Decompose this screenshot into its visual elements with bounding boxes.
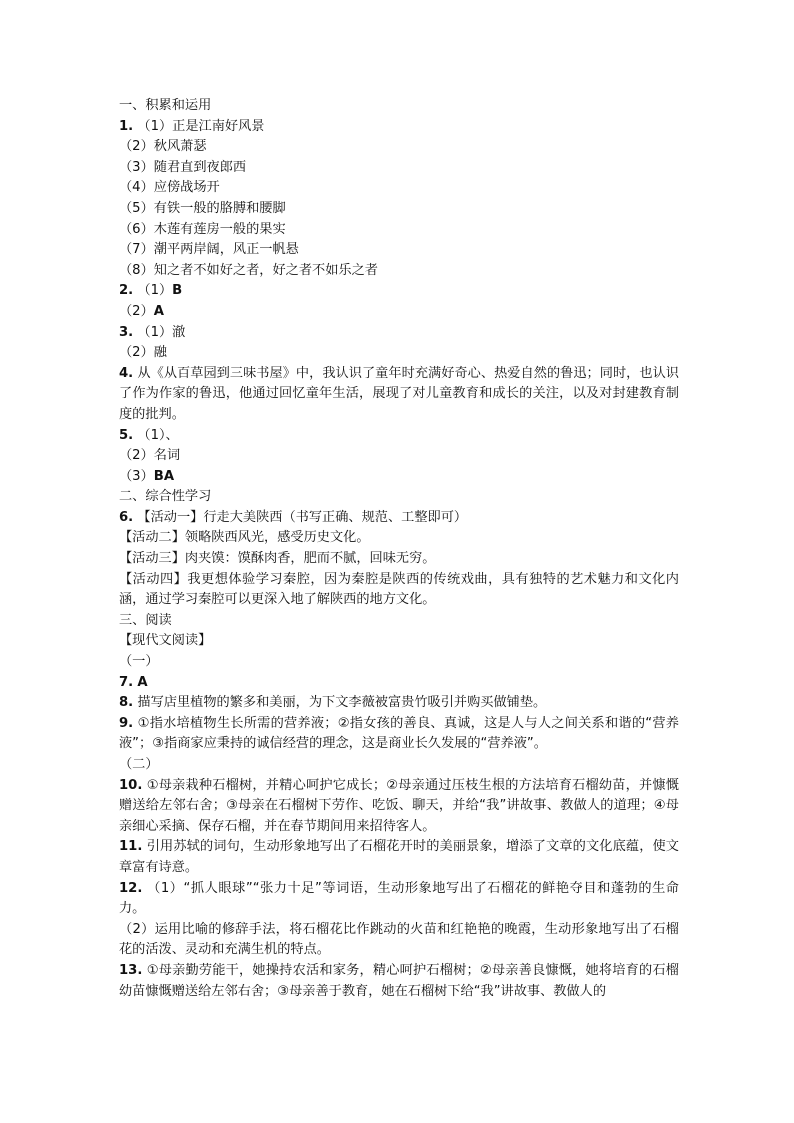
- q5-answer-3: BA: [153, 468, 175, 484]
- modern-reading-heading: 【现代文阅读】: [119, 633, 212, 649]
- q1-answer-2: （2）秋风萧瑟: [119, 139, 207, 155]
- q6-line-1: [119, 508, 679, 529]
- q1-answer-7: （7）潮平两岸阔，风正一帆悬: [119, 242, 299, 258]
- q8-answer: 描写店里植物的繁多和美丽，为下文李薇被富贵竹吸引并购买做铺垫。: [137, 695, 547, 711]
- question-number-11: 11.: [119, 839, 143, 855]
- question-number-7: 7.: [119, 674, 134, 690]
- section-heading-3: 三、阅读: [119, 612, 172, 628]
- q13-answer: ①母亲勤劳能干，她操持农活和家务，精心呵护石榴树；②母亲善良慷慨，她将培育的石榴幼苗慷慨赠送给左邻右舍；③母亲善于教育，她在石榴树下给“我”讲故事、教做人的: [119, 962, 679, 999]
- q6-activity-4: 【活动四】我更想体验学习秦腔，因为秦腔是陕西的传统戏曲，具有独特的艺术魅力和文化内涵，通过学习秦腔可以更深入地了解陕西的地方文化。: [119, 571, 679, 608]
- q7-answer: A: [137, 674, 148, 690]
- q12-answer-2: （2）运用比喻的修辞手法，将石榴花比作跳动的火苗和红艳艳的晚霞，生动形象地写出了石榴花的活泼、灵动和充满生机的特点。: [119, 921, 679, 958]
- section-heading-1: 一、积累和运用: [119, 98, 212, 113]
- q11-paragraph: [119, 837, 679, 878]
- q1-answer-8: （8）知之者不如好之者，好之者不如乐之者: [119, 262, 378, 278]
- q10-paragraph: [119, 776, 679, 838]
- q7-line: [119, 673, 679, 694]
- answer-document: [119, 96, 679, 1002]
- q2-line-1: [119, 281, 679, 302]
- q2-sub-2: （2）: [119, 303, 154, 319]
- q4-paragraph: [119, 364, 679, 426]
- q1-answer-4: （4）应傍战场开: [119, 180, 220, 196]
- q3-answer-2: （2）融: [119, 345, 167, 361]
- question-number-13: 13.: [119, 962, 143, 978]
- question-number-9: 9.: [119, 715, 134, 731]
- q4-answer: 从《从百草园到三味书屋》中，我认识了童年时充满好奇心、热爱自然的鲁迅；同时，也认识了作为作家的鲁迅，他通过回忆童年生活，展现了对儿童教育和成长的关注，以及对封建教育制度的批判。: [119, 365, 679, 422]
- q1-answer-1: （1）正是江南好风景: [137, 118, 265, 134]
- question-number-10: 10.: [119, 777, 143, 793]
- q9-paragraph: [119, 714, 679, 755]
- question-number-2: 2.: [119, 283, 134, 299]
- q11-answer: 引用苏轼的词句，生动形象地写出了石榴花开时的美丽景象，增添了文章的文化底蕴，使文章富有诗意。: [119, 839, 679, 875]
- q2-answer-2: A: [153, 303, 164, 319]
- section-heading-2: 二、综合性学习: [119, 489, 212, 505]
- q12-answer-1: （1）“抓人眼球”“张力十足”等词语，生动形象地写出了石榴花的鲜艳夺目和蓬勃的生命力。: [119, 880, 679, 917]
- question-number-12: 12.: [119, 880, 143, 896]
- q5-sub-3: （3）: [119, 468, 154, 484]
- q6-activity-2: 【活动二】领略陕西风光，感受历史文化。: [119, 530, 370, 546]
- q1-answer-6: （6）木莲有莲房一般的果实: [119, 221, 286, 237]
- q2-sub-1: （1）: [137, 283, 173, 299]
- q5-line-3: [119, 467, 679, 488]
- q1-line-1: [119, 117, 679, 138]
- q5-answer-1: （1）、: [137, 427, 179, 443]
- question-number-1: 1.: [119, 118, 134, 134]
- q1-answer-5: （5）有铁一般的胳膊和腰脚: [119, 200, 286, 216]
- part-1-heading: （一）: [119, 654, 159, 670]
- q2-answer-1: B: [172, 283, 183, 299]
- q3-answer-1: （1）澈: [137, 324, 186, 340]
- q8-line: [119, 693, 679, 714]
- part-2-heading: （二）: [119, 757, 159, 772]
- q2-line-2: [119, 302, 679, 323]
- q13-paragraph: [119, 961, 679, 1002]
- question-number-6: 6.: [119, 509, 134, 525]
- question-number-5: 5.: [119, 427, 134, 443]
- q6-activity-3: 【活动三】肉夹馍：馍酥肉香，肥而不腻，回味无穷。: [119, 551, 436, 567]
- q1-answer-3: （3）随君直到夜郎西: [119, 159, 247, 175]
- question-number-8: 8.: [119, 695, 134, 711]
- question-number-4: 4.: [119, 365, 134, 381]
- q12-paragraph-1: [119, 879, 679, 920]
- q5-answer-2: （2）名词: [119, 448, 181, 464]
- q3-line-1: [119, 323, 679, 344]
- q10-answer: ①母亲栽种石榴树，并精心呵护它成长；②母亲通过压枝生根的方法培育石榴幼苗，并慷慨赠送给左邻右舍；③母亲在石榴树下劳作、吃饭、聊天，并给“我”讲故事、教做人的道理；④母亲细心采摘、保存石榴，并在春节期间用来招待客人。: [119, 777, 679, 834]
- question-number-3: 3.: [119, 324, 134, 340]
- q9-answer: ①指水培植物生长所需的营养液；②指女孩的善良、真诚，这是人与人之间关系和谐的“营养液”；③指商家应秉持的诚信经营的理念，这是商业长久发展的“营养液”。: [119, 715, 679, 752]
- q6-activity-1: 【活动一】行走大美陕西（书写正确、规范、工整即可）: [137, 509, 468, 525]
- q5-line-1: [119, 426, 679, 447]
